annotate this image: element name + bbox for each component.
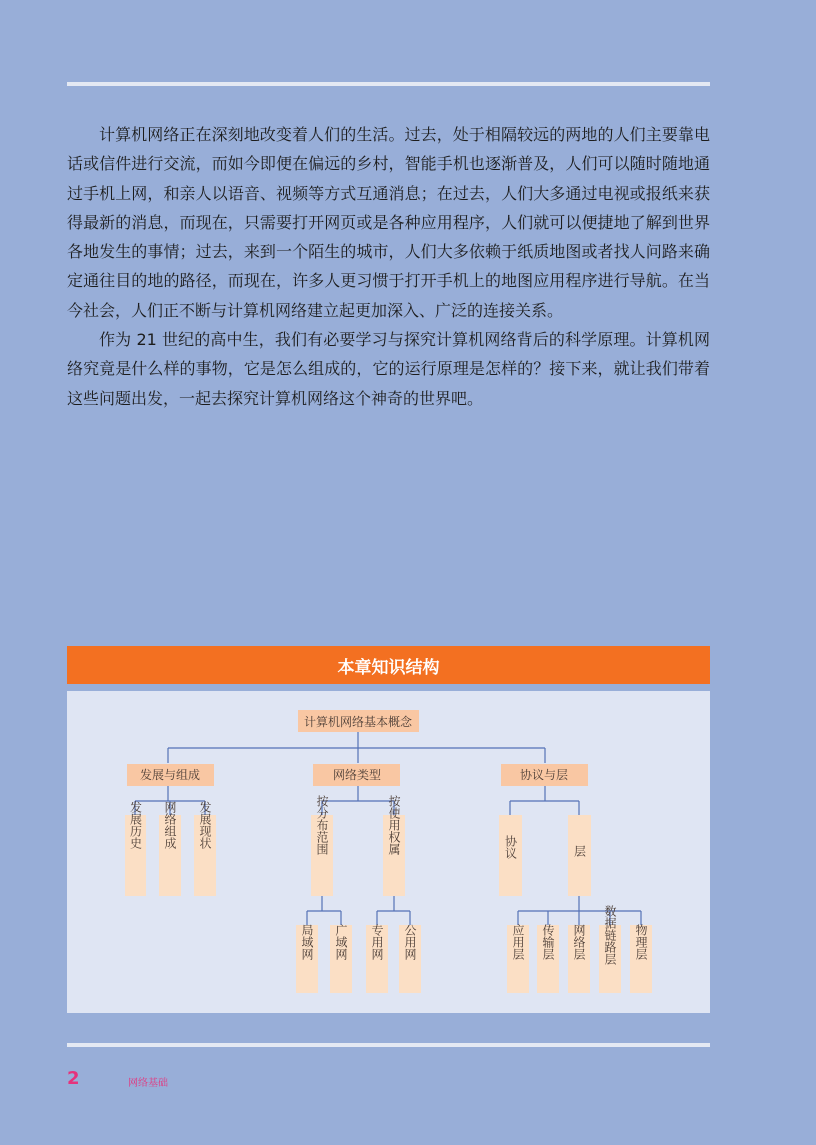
svg-text:传输层: 传输层 <box>541 924 555 960</box>
svg-text:发展历史: 发展历史 <box>128 801 143 849</box>
svg-text:发展与组成: 发展与组成 <box>139 768 201 782</box>
node-by-scope <box>311 794 333 896</box>
svg-text:专用网: 专用网 <box>370 924 384 960</box>
svg-text:发展现状: 发展现状 <box>198 801 212 849</box>
leaf-transport-layer <box>537 923 559 993</box>
branch-node-protocols <box>501 764 588 786</box>
top-rule <box>67 82 710 86</box>
leaf-private-network <box>366 923 388 993</box>
knowledge-structure-diagram <box>67 691 710 1013</box>
leaf-data-link-layer <box>599 904 621 993</box>
svg-text:按分布范围: 按分布范围 <box>315 795 329 855</box>
svg-text:计算机网络基本概念: 计算机网络基本概念 <box>303 715 413 729</box>
leaf-network-layer <box>568 924 590 993</box>
leaf-application-layer <box>507 923 529 993</box>
leaf-physical-layer <box>630 923 652 993</box>
branch-node-development <box>127 764 214 786</box>
svg-text:网络组成: 网络组成 <box>163 801 177 849</box>
svg-text:公用网: 公用网 <box>403 924 417 960</box>
svg-text:应用层: 应用层 <box>511 924 525 960</box>
bottom-rule <box>67 1043 710 1047</box>
svg-text:按使用权属: 按使用权属 <box>387 795 401 855</box>
leaf-network-composition <box>159 801 181 896</box>
svg-text:网络层: 网络层 <box>572 924 586 960</box>
chapter-structure-header: 本章知识结构 <box>67 646 710 684</box>
svg-text:层: 层 <box>572 845 587 857</box>
svg-text:协议: 协议 <box>503 835 518 859</box>
leaf-wan <box>330 923 352 993</box>
svg-text:局域网: 局域网 <box>300 924 314 960</box>
leaf-development-history <box>125 800 146 896</box>
node-layer <box>568 815 591 896</box>
leaf-development-status <box>194 800 216 896</box>
paragraph-1: 计算机网络正在深刻地改变着人们的生活。过去，处于相隔较远的两地的人们主要靠电话或信件进行交流，而如今即便在偏远的乡村，智能手机也逐渐普及，人们可以随时随地通过手机上网，和亲人以语音、视频等方式互通消息；在过去，人们大多通过电视或报纸来获得最新的消息，而现在，只需要打开网页或是各种应用程序，人们就可以便捷地了解到世界各地发生的事情；过去，来到一个陌生的城市，人们大多依赖于纸质地图或者找人问路来确定通往目的地的路径，而现在，许多人更习惯于打开手机上的地图应用程序进行导航。在当今社会，人们正不断与计算机网络建立起更加深入、广泛的连接关系。 <box>67 125 710 320</box>
node-by-ownership <box>383 794 405 896</box>
diagram-canvas <box>67 691 710 1013</box>
leaf-lan <box>296 924 318 993</box>
svg-text:广域网: 广域网 <box>334 924 348 960</box>
svg-text:物理层: 物理层 <box>634 924 648 960</box>
svg-text:协议与层: 协议与层 <box>519 768 569 782</box>
svg-text:数据链路层: 数据链路层 <box>603 905 617 965</box>
page-number: 2 <box>67 1068 80 1089</box>
root-node <box>298 710 419 732</box>
running-title: 网络基础 <box>128 1078 168 1089</box>
paragraph-2: 作为 21 世纪的高中生，我们有必要学习与探究计算机网络背后的科学原理。计算机网络究竟是什么样的事物，它是怎么组成的，它的运行原理是怎样的？接下来，就让我们带着这些问题出发，一起去探究计算机网络这个神奇的世界吧。 <box>67 330 710 408</box>
body-text <box>67 120 710 413</box>
branch-node-network-types <box>313 764 400 786</box>
node-protocol <box>499 815 522 896</box>
leaf-public-network <box>399 924 421 993</box>
svg-text:网络类型: 网络类型 <box>332 768 382 782</box>
